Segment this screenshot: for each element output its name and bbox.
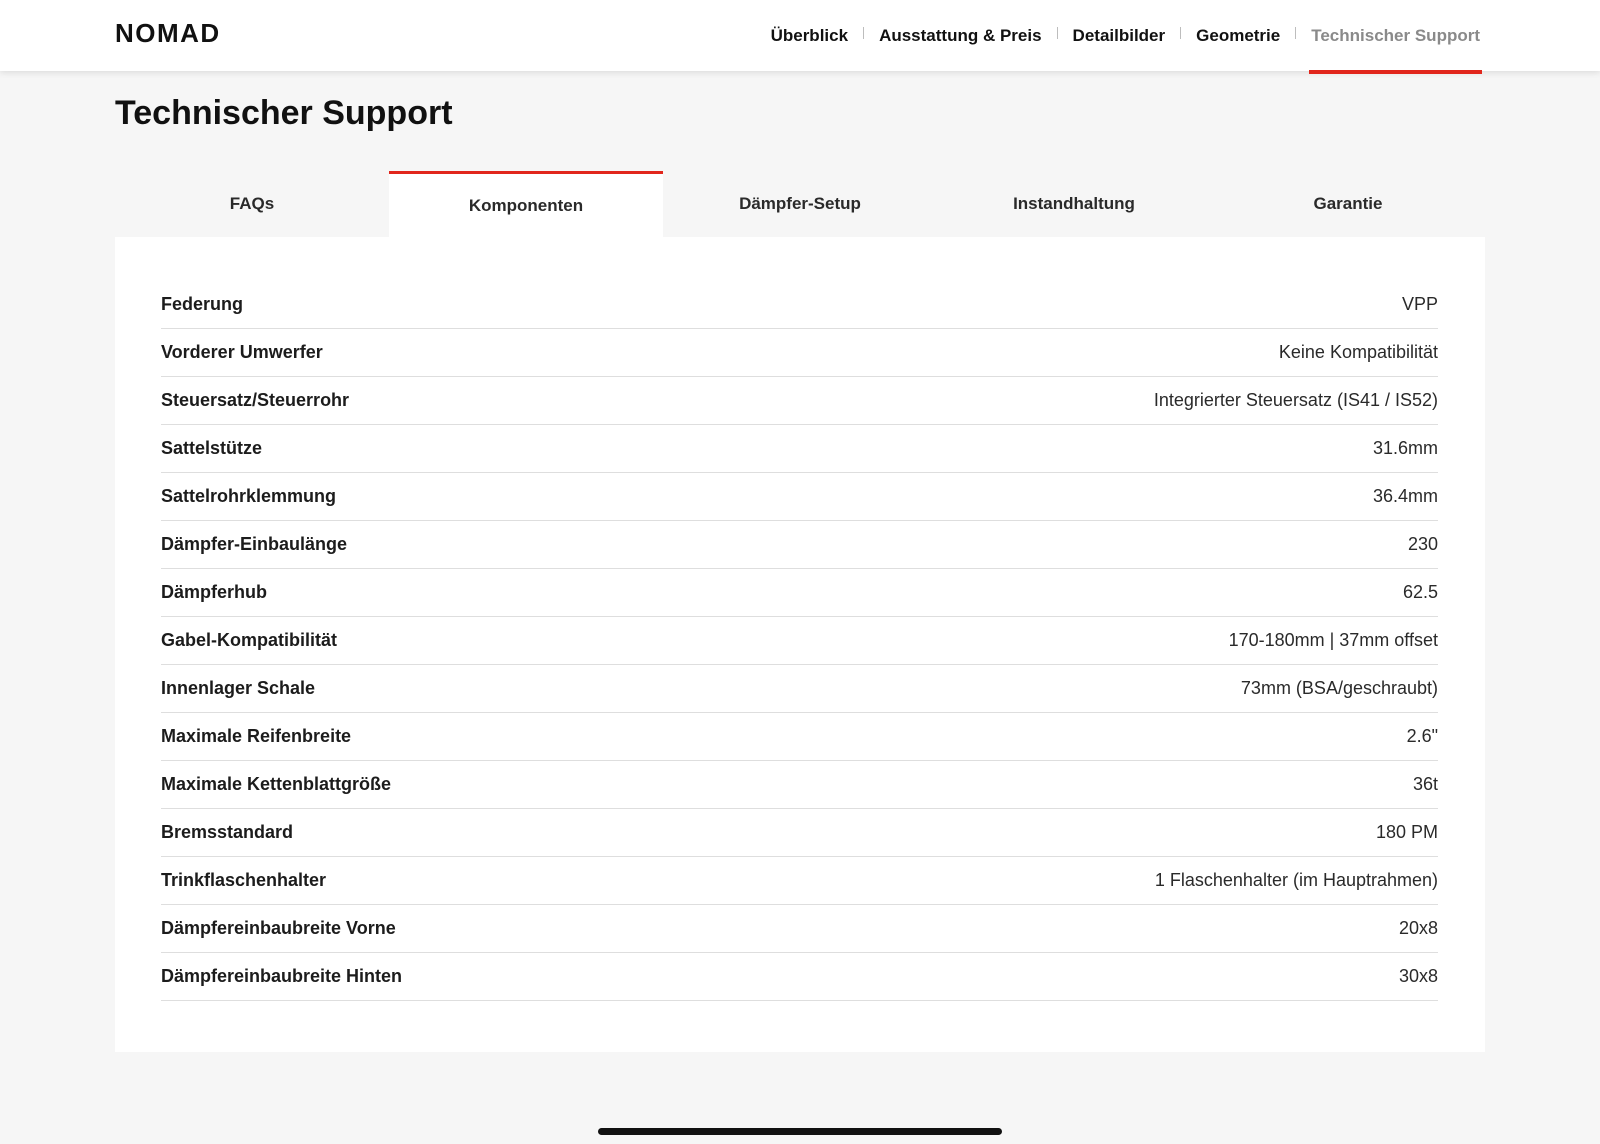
tab-komponenten[interactable]: Komponenten [389, 171, 663, 237]
spec-label: Innenlager Schale [161, 678, 316, 698]
spec-row [161, 713, 1438, 761]
spec-label: Sattelstütze [161, 438, 263, 458]
spec-value: 180 PM [1375, 822, 1438, 842]
spec-value: 30x8 [1398, 966, 1438, 986]
spec-label: Dämpferhub [161, 582, 268, 602]
spec-value: 2.6" [1406, 726, 1438, 746]
spec-value: VPP [1401, 294, 1438, 314]
spec-row [161, 809, 1438, 857]
spec-row [161, 473, 1438, 521]
tab-daempfer-setup[interactable]: Dämpfer-Setup [663, 171, 937, 237]
spec-label: Dämpfereinbaubreite Vorne [161, 918, 396, 938]
spec-value: 230 [1407, 534, 1438, 554]
spec-value: 1 Flaschenhalter (im Hauptrahmen) [1154, 870, 1438, 890]
brand-logo[interactable]: NOMAD [115, 18, 221, 48]
nav-divider [1295, 27, 1296, 39]
spec-table [161, 281, 1438, 1001]
spec-value: Keine Kompatibilität [1278, 342, 1438, 362]
tab-faqs[interactable]: FAQs [115, 171, 389, 237]
spec-row [161, 857, 1438, 905]
nav-item-ueberblick[interactable]: Überblick [770, 25, 849, 45]
spec-label: Steuersatz/Steuerrohr [161, 390, 350, 410]
spec-row [161, 761, 1438, 809]
spec-row [161, 521, 1438, 569]
spec-label: Vorderer Umwerfer [161, 342, 323, 362]
nav-item-technischer-support[interactable]: Technischer Support [1309, 0, 1482, 71]
nav-divider [1057, 27, 1058, 39]
nav-item-detailbilder[interactable]: Detailbilder [1072, 25, 1166, 45]
spec-row [161, 425, 1438, 473]
spec-label: Gabel-Kompatibilität [161, 630, 338, 650]
spec-label: Federung [161, 294, 244, 314]
nav-divider [1180, 27, 1181, 39]
tab-instandhaltung[interactable]: Instandhaltung [937, 171, 1211, 237]
spec-value: 36.4mm [1372, 486, 1438, 506]
spec-row [161, 329, 1438, 377]
support-tabs [115, 171, 1485, 237]
spec-value: 170-180mm | 37mm offset [1228, 630, 1438, 650]
spec-row [161, 377, 1438, 425]
spec-row [161, 905, 1438, 953]
components-panel [115, 237, 1485, 1052]
spec-label: Dämpfer-Einbaulänge [161, 534, 348, 554]
spec-label: Maximale Kettenblattgröße [161, 774, 392, 794]
spec-label: Trinkflaschenhalter [161, 870, 327, 890]
page-title: Technischer Support [115, 94, 453, 132]
spec-label: Sattelrohrklemmung [161, 486, 337, 506]
nav-item-ausstattung-preis[interactable]: Ausstattung & Preis [879, 25, 1042, 45]
nav-divider [863, 27, 864, 39]
top-navigation-bar [0, 0, 1600, 71]
spec-value: 62.5 [1402, 582, 1438, 602]
spec-value: 31.6mm [1372, 438, 1438, 458]
spec-row [161, 665, 1438, 713]
nav-item-geometrie[interactable]: Geometrie [1196, 25, 1281, 45]
spec-row [161, 953, 1438, 1001]
tab-garantie[interactable]: Garantie [1211, 171, 1485, 237]
spec-value: 36t [1412, 774, 1438, 794]
spec-value: Integrierter Steuersatz (IS41 / IS52) [1153, 390, 1438, 410]
spec-row [161, 281, 1438, 329]
spec-value: 73mm (BSA/geschraubt) [1240, 678, 1438, 698]
section-nav [769, 0, 1482, 71]
home-indicator[interactable] [598, 1128, 1002, 1135]
spec-label: Maximale Reifenbreite [161, 726, 352, 746]
spec-row [161, 569, 1438, 617]
spec-row [161, 617, 1438, 665]
spec-value: 20x8 [1398, 918, 1438, 938]
spec-label: Bremsstandard [161, 822, 294, 842]
spec-label: Dämpfereinbaubreite Hinten [161, 966, 403, 986]
